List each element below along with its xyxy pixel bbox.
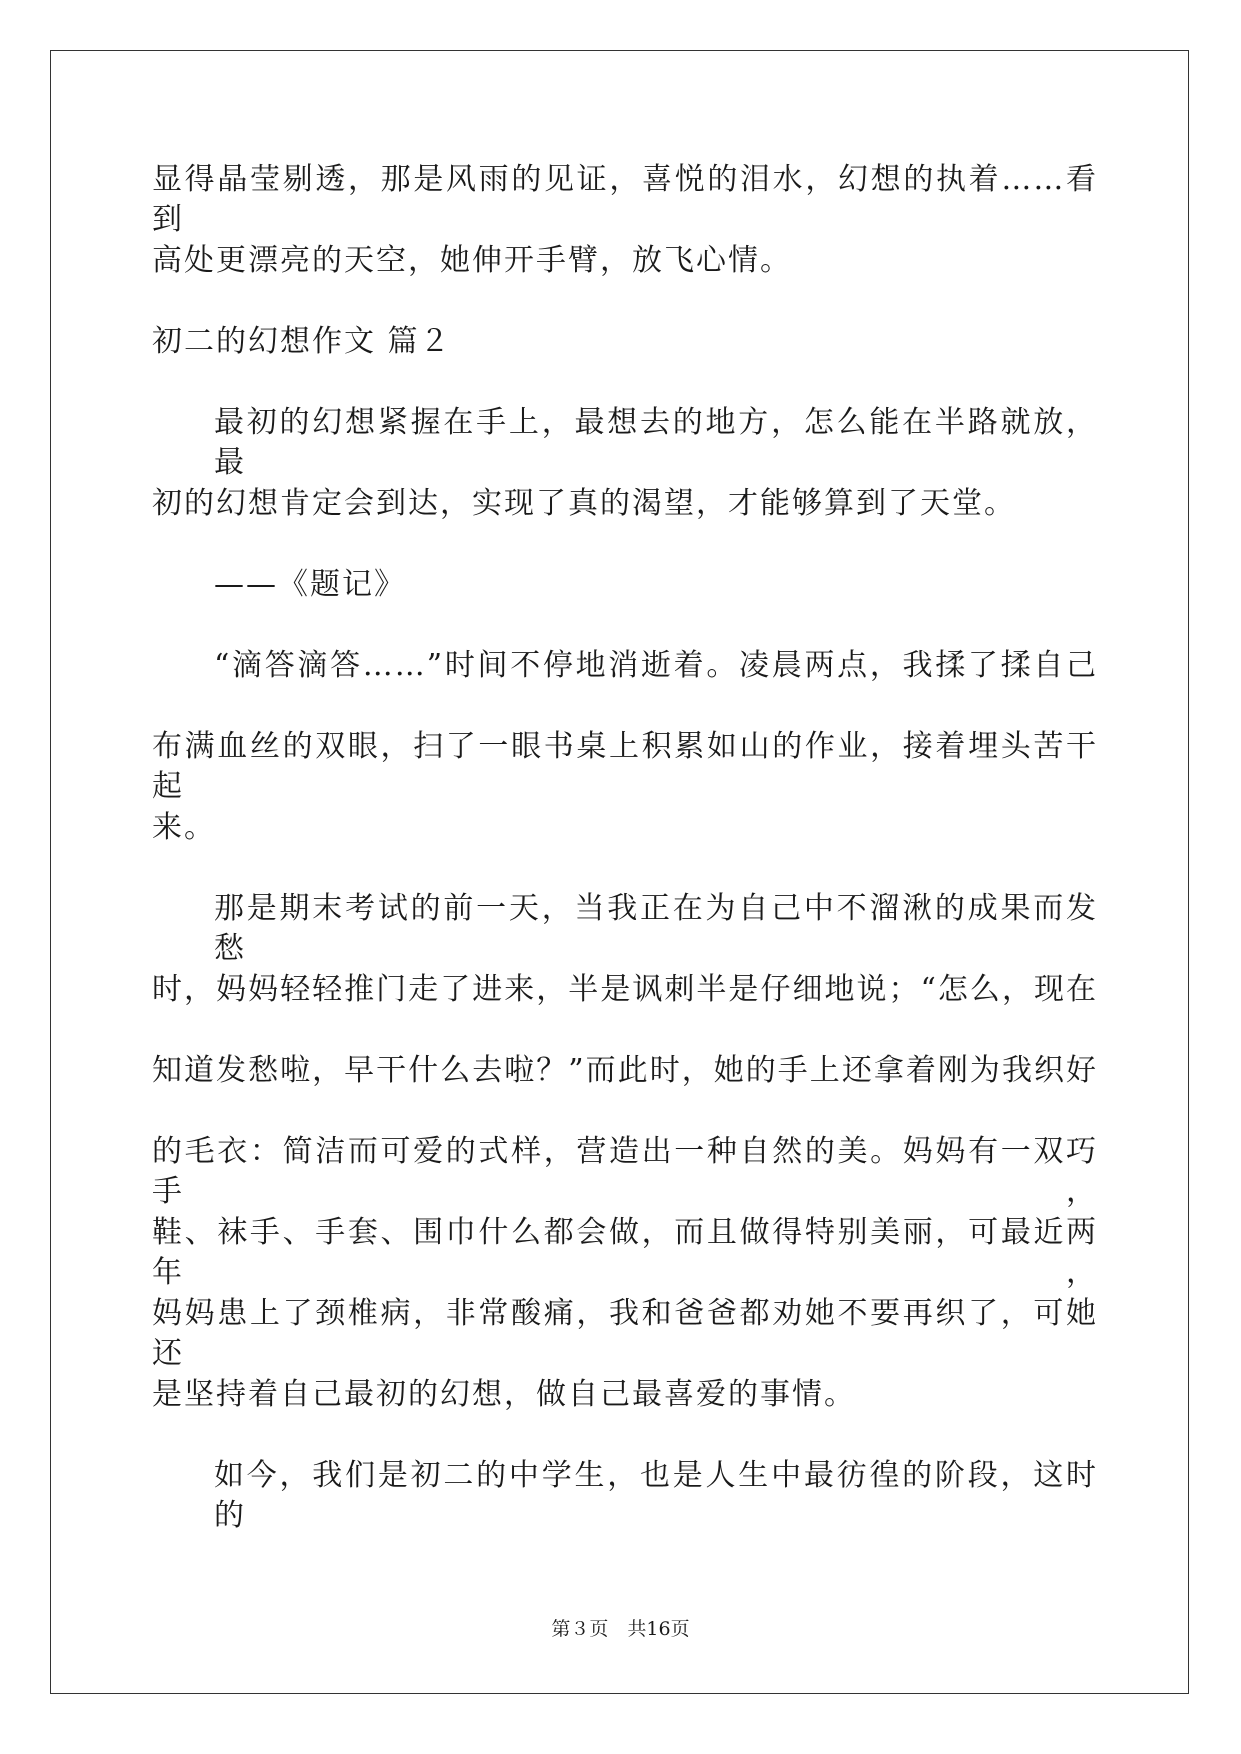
text-line: 妈妈患上了颈椎病，非常酸痛，我和爸爸都劝她不要再织了，可她还 [152, 1296, 1098, 1371]
text-line: 来。 [152, 810, 216, 845]
document-body [152, 160, 1098, 1537]
text-line: 鞋、袜手、手套、围巾什么都会做，而且做得特别美丽，可最近两年， [152, 1215, 1098, 1290]
text-line: 布满血丝的双眼，扫了一眼书桌上积累如山的作业，接着埋头苦干起 [152, 729, 1098, 804]
text-line: 时，妈妈轻轻推门走了进来，半是讽刺半是仔细地说；“怎么，现在 [152, 972, 1098, 1007]
text-line: 显得晶莹剔透，那是风雨的见证，喜悦的泪水，幻想的执着……看到 [152, 162, 1098, 237]
text-line: 如今，我们是初二的中学生，也是人生中最彷徨的阶段，这时的 [214, 1458, 1098, 1533]
text-line: “滴答滴答……”时间不停地消逝着。凌晨两点，我揉了揉自己 [214, 648, 1098, 683]
text-line: 是坚持着自己最初的幻想，做自己最喜爱的事情。 [152, 1377, 856, 1412]
text-line: 最初的幻想紧握在手上，最想去的地方，怎么能在半路就放，最 [214, 405, 1098, 480]
text-line: 的毛衣：简洁而可爱的式样，营造出一种自然的美。妈妈有一双巧手， [152, 1134, 1098, 1209]
text-line: 初的幻想肯定会到达，实现了真的渴望，才能够算到了天堂。 [152, 486, 1016, 521]
page-number-footer: 第３页 共16页 [551, 1618, 690, 1640]
epigraph-attribution: ——《题记》 [214, 567, 406, 602]
section-heading: 初二的幻想作文 篇２ [152, 324, 452, 359]
text-line: 那是期末考试的前一天，当我正在为自己中不溜湫的成果而发愁 [214, 891, 1098, 966]
text-line: 知道发愁啦，早干什么去啦？”而此时，她的手上还拿着刚为我织好 [152, 1053, 1098, 1088]
text-line: 高处更漂亮的天空，她伸开手臂，放飞心情。 [152, 243, 792, 278]
